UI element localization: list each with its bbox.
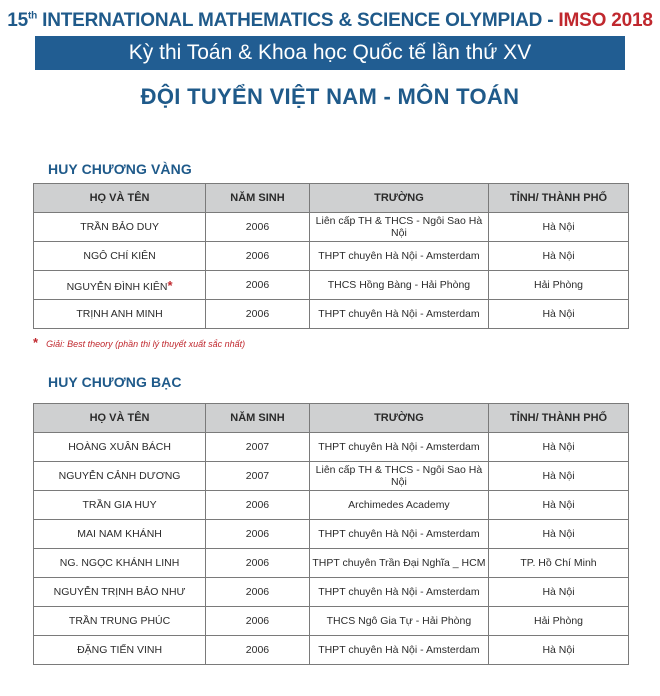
cell-name: HOÀNG XUÂN BÁCH — [34, 433, 206, 462]
table-row — [34, 491, 629, 520]
cell-school: Archimedes Academy — [309, 491, 488, 520]
cell-name — [34, 271, 206, 300]
col-header-name: HỌ VÀ TÊN — [34, 404, 206, 433]
table-header-row — [34, 404, 629, 433]
event-title — [0, 0, 660, 32]
cell-city: Hà Nội — [489, 578, 629, 607]
table-row — [34, 242, 629, 271]
event-name: INTERNATIONAL MATHEMATICS & SCIENCE OLYMPIAD - — [37, 10, 559, 31]
cell-city: Hà Nội — [489, 520, 629, 549]
cell-name: MAI NAM KHÁNH — [34, 520, 206, 549]
event-code: IMSO 2018 — [558, 10, 653, 31]
table-header-row — [34, 184, 629, 213]
cell-year: 2006 — [206, 271, 310, 300]
gold-section-title: HUY CHƯƠNG VÀNG — [48, 161, 192, 177]
cell-year: 2006 — [206, 578, 310, 607]
cell-city: Hà Nội — [489, 462, 629, 491]
cell-school: Liên cấp TH & THCS - Ngôi Sao Hà Nội — [309, 213, 488, 242]
col-header-city: TỈNH/ THÀNH PHỐ — [489, 184, 629, 213]
cell-name: TRỊNH ANH MINH — [34, 300, 206, 329]
cell-name: TRẦN GIA HUY — [34, 491, 206, 520]
cell-year: 2006 — [206, 607, 310, 636]
cell-school: Liên cấp TH & THCS - Ngôi Sao Hà Nội — [309, 462, 488, 491]
cell-name: ĐẶNG TIẾN VINH — [34, 636, 206, 665]
team-title: ĐỘI TUYỂN VIỆT NAM - MÔN TOÁN — [140, 84, 520, 109]
cell-city: Hải Phòng — [489, 607, 629, 636]
cell-city: Hà Nội — [489, 636, 629, 665]
silver-section-title: HUY CHƯƠNG BẠC — [48, 374, 182, 390]
cell-city: TP. Hồ Chí Minh — [489, 549, 629, 578]
event-ordinal: 15 — [7, 10, 28, 31]
silver-table — [33, 403, 629, 665]
table-row — [34, 607, 629, 636]
cell-name: TRẦN BẢO DUY — [34, 213, 206, 242]
cell-year: 2006 — [206, 549, 310, 578]
gold-footnote — [33, 335, 245, 350]
cell-year: 2006 — [206, 636, 310, 665]
cell-name-text: NGUYỄN ĐÌNH KIÊN — [66, 280, 168, 293]
cell-year: 2006 — [206, 491, 310, 520]
table-row — [34, 433, 629, 462]
event-banner: Kỳ thi Toán & Khoa học Quốc tế lần thứ XV — [35, 36, 625, 70]
star-mark: * — [167, 277, 173, 293]
table-row — [34, 636, 629, 665]
cell-city: Hà Nội — [489, 433, 629, 462]
cell-school: THPT chuyên Hà Nội - Amsterdam — [309, 300, 488, 329]
col-header-school: TRƯỜNG — [309, 184, 488, 213]
cell-year: 2006 — [206, 242, 310, 271]
col-header-city: TỈNH/ THÀNH PHỐ — [489, 404, 629, 433]
col-header-year: NĂM SINH — [206, 404, 310, 433]
cell-year: 2006 — [206, 213, 310, 242]
cell-school: THCS Ngô Gia Tự - Hải Phòng — [309, 607, 488, 636]
cell-name: NG. NGỌC KHÁNH LINH — [34, 549, 206, 578]
cell-city: Hải Phòng — [489, 271, 629, 300]
footnote-text: Giải: Best theory (phần thi lý thuyết xuất sắc nhất) — [46, 339, 246, 349]
table-row — [34, 520, 629, 549]
cell-year: 2006 — [206, 300, 310, 329]
gold-table — [33, 183, 629, 329]
cell-city: Hà Nội — [489, 213, 629, 242]
cell-name: NGUYỄN TRỊNH BẢO NHƯ — [34, 578, 206, 607]
cell-name: NGÔ CHÍ KIÊN — [34, 242, 206, 271]
table-row — [34, 213, 629, 242]
cell-school: THPT chuyên Hà Nội - Amsterdam — [309, 578, 488, 607]
col-header-name: HỌ VÀ TÊN — [34, 184, 206, 213]
cell-school: THPT chuyên Hà Nội - Amsterdam — [309, 433, 488, 462]
cell-city: Hà Nội — [489, 491, 629, 520]
table-row — [34, 549, 629, 578]
cell-school: THPT chuyên Hà Nội - Amsterdam — [309, 242, 488, 271]
col-header-school: TRƯỜNG — [309, 404, 488, 433]
cell-year: 2006 — [206, 520, 310, 549]
cell-school: THPT chuyên Hà Nội - Amsterdam — [309, 636, 488, 665]
table-row — [34, 271, 629, 300]
table-row — [34, 578, 629, 607]
footnote-star: * — [33, 335, 39, 350]
cell-name: TRẦN TRUNG PHÚC — [34, 607, 206, 636]
event-ordinal-suffix: th — [28, 10, 38, 22]
cell-city: Hà Nội — [489, 242, 629, 271]
cell-name: NGUYỄN CẢNH DƯƠNG — [34, 462, 206, 491]
table-row — [34, 300, 629, 329]
cell-school: THCS Hồng Bàng - Hải Phòng — [309, 271, 488, 300]
cell-school: THPT chuyên Trần Đại Nghĩa _ HCM — [309, 549, 488, 578]
col-header-year: NĂM SINH — [206, 184, 310, 213]
cell-city: Hà Nội — [489, 300, 629, 329]
cell-year: 2007 — [206, 462, 310, 491]
cell-year: 2007 — [206, 433, 310, 462]
cell-school: THPT chuyên Hà Nội - Amsterdam — [309, 520, 488, 549]
table-row — [34, 462, 629, 491]
